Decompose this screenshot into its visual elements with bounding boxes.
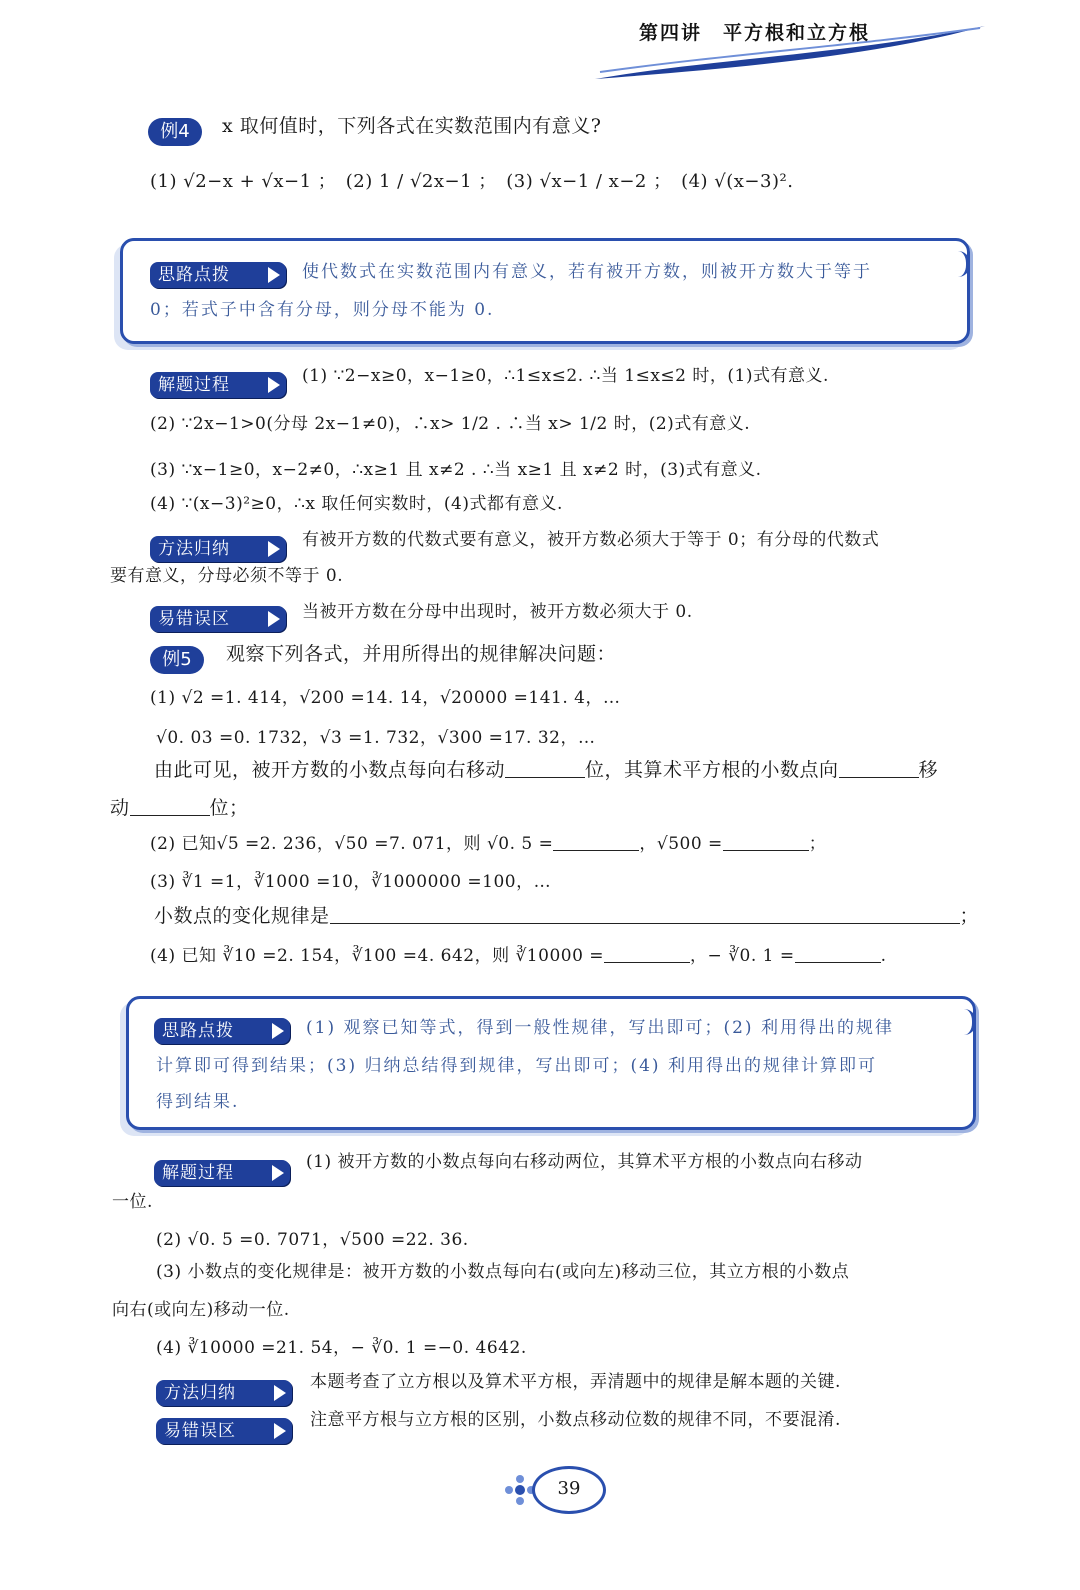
solution-2-step-3a: (3) 小数点的变化规律是：被开方数的小数点每向右(或向左)移动三位，其立方根的小数点 (156, 1262, 850, 1282)
answer-blank[interactable] (795, 944, 881, 963)
example-4-formulas: (1) √2−x + √x−1 ； (2) 1 / √2x−1 ； (3) √x−1 / x−2 ； (4) √(x−3)². (150, 171, 794, 192)
example-5-badge: 例5 (150, 646, 204, 674)
pitfall-text-2: 注意平方根与立方根的区别，小数点移动位数的规律不同，不要混淆. (310, 1410, 841, 1430)
play-arrow-icon (272, 1165, 284, 1181)
pitfall-tag-1 (150, 606, 286, 632)
solution-1-step-2: (2) ∵2x−1>0(分母 2x−1≠0)，∴x> 1/2 . ∴当 x> 1/2 时，(2)式有意义. (150, 414, 751, 434)
example-5-q1-line3 (154, 758, 938, 782)
q4-text-b: ，− ∛0. 1 = (690, 946, 795, 966)
q3-text-c: ； (959, 905, 980, 927)
example-5-q3-rule (154, 904, 979, 928)
solution-1-step-3: (3) ∵x−1≥0，x−2≠0，∴x≥1 且 x≠2 . ∴当 x≥1 且 x≠2 时，(3)式有意义. (150, 460, 762, 480)
solution-tag-label: 解题过程 (158, 375, 230, 395)
hint-text-2b: 计算即可得到结果；(3) 归纳总结得到规律，写出即可；(4) 利用得出的规律计算即可 (156, 1056, 877, 1076)
solution-tag-1 (150, 372, 286, 398)
solution-2-step-4: (4) ∛10000 =21. 54，− ∛0. 1 =−0. 4642. (156, 1338, 527, 1358)
play-arrow-icon (272, 1023, 284, 1039)
page-number: 39 (532, 1466, 606, 1514)
solution-2-step-3b: 向右(或向左)移动一位. (112, 1300, 290, 1320)
example-4-badge: 例4 (148, 118, 202, 146)
answer-blank[interactable] (839, 759, 919, 778)
example-5-q2 (150, 832, 826, 856)
hint-text-1a: 使代数式在实数范围内有意义，若有被开方数，则被开方数大于等于 (302, 262, 872, 282)
q1-text-b: 位，其算术平方根的小数点向 (585, 759, 839, 781)
method-tag-1 (150, 536, 286, 562)
solution-2-step-1a: (1) 被开方数的小数点每向右移动两位，其算术平方根的小数点向右移动 (306, 1152, 863, 1172)
q3-text-b: 小数点的变化规律是 (154, 905, 330, 927)
example-5-q3: (3) ∛1 =1，∛1000 =10，∛1000000 =100，… (150, 872, 552, 892)
pitfall-text-1: 当被开方数在分母中出现时，被开方数必须大于 0. (302, 602, 693, 622)
q1-text-d: 动 (110, 797, 130, 819)
play-arrow-icon (274, 1385, 286, 1401)
hint-box-1 (120, 238, 970, 344)
q2-text-a: (2) 已知√5 =2. 236，√50 =7. 071，则 √0. 5 = (150, 834, 554, 854)
hint-text-1b: 0；若式子中含有分母，则分母不能为 0. (150, 300, 495, 320)
pitfall-tag-label: 易错误区 (164, 1421, 236, 1441)
q1-text-e: 位； (209, 797, 249, 819)
play-arrow-icon (274, 1423, 286, 1439)
hint-tag-1 (150, 262, 286, 288)
solution-2-step-1b: 一位. (112, 1192, 153, 1212)
method-text-2: 本题考查了立方根以及算术平方根，弄清题中的规律是解本题的关键. (310, 1372, 841, 1392)
solution-tag-label: 解题过程 (162, 1163, 234, 1183)
method-text-1b: 要有意义，分母必须不等于 0. (110, 566, 344, 586)
answer-blank[interactable] (330, 905, 960, 924)
q1-text-c: 移 (918, 759, 939, 781)
play-arrow-icon (268, 267, 280, 283)
q4-text-c: . (880, 946, 887, 966)
example-4-question: x 取何值时，下列各式在实数范围内有意义? (222, 115, 602, 137)
answer-blank[interactable] (505, 759, 585, 778)
pitfall-tag-2 (156, 1418, 292, 1444)
method-tag-2 (156, 1380, 292, 1406)
chapter-title: 第四讲 平方根和立方根 (638, 22, 870, 44)
q1-text-a: 由此可见，被开方数的小数点每向右移动 (154, 759, 506, 781)
hint-tag-2 (154, 1018, 290, 1044)
example-5-question: 观察下列各式，并用所得出的规律解决问题： (226, 643, 617, 665)
solution-1-step-1: (1) ∵2−x≥0，x−1≥0，∴1≤x≤2. ∴当 1≤x≤2 时，(1)式有意义. (302, 366, 829, 386)
method-tag-label: 方法归纳 (164, 1383, 236, 1403)
answer-blank[interactable] (130, 797, 210, 816)
example-5-q4 (150, 944, 887, 968)
solution-1-step-4: (4) ∵(x−3)²≥0，∴x 取任何实数时，(4)式都有意义. (150, 494, 563, 514)
method-text-1a: 有被开方数的代数式要有意义，被开方数必须大于等于 0；有分母的代数式 (302, 530, 880, 550)
hint-tag-label: 思路点拨 (162, 1021, 234, 1041)
solution-2-step-2: (2) √0. 5 =0. 7071，√500 =22. 36. (156, 1230, 469, 1250)
method-tag-label: 方法归纳 (158, 539, 230, 559)
solution-tag-2 (154, 1160, 290, 1186)
example-5-q1-line1: (1) √2 =1. 414，√200 =14. 14，√20000 =141. 4，… (150, 688, 621, 708)
hint-text-2c: 得到结果. (156, 1092, 240, 1112)
q4-text-a: (4) 已知 ∛10 =2. 154，∛100 =4. 642，则 ∛10000 = (150, 946, 605, 966)
example-5-q1-line4 (110, 796, 249, 820)
hint-tag-label: 思路点拨 (158, 265, 230, 285)
play-arrow-icon (268, 541, 280, 557)
play-arrow-icon (268, 611, 280, 627)
answer-blank[interactable] (604, 944, 690, 963)
hint-text-2a: (1) 观察已知等式，得到一般性规律，写出即可；(2) 利用得出的规律 (306, 1018, 894, 1038)
q2-text-c: ； (808, 834, 827, 854)
example-5-q1-line2: √0. 03 =0. 1732，√3 =1. 732，√300 =17. 32，… (156, 728, 596, 748)
q2-text-b: ，√500 = (639, 834, 723, 854)
answer-blank[interactable] (723, 832, 809, 851)
play-arrow-icon (268, 377, 280, 393)
pitfall-tag-label: 易错误区 (158, 609, 230, 629)
answer-blank[interactable] (553, 832, 639, 851)
